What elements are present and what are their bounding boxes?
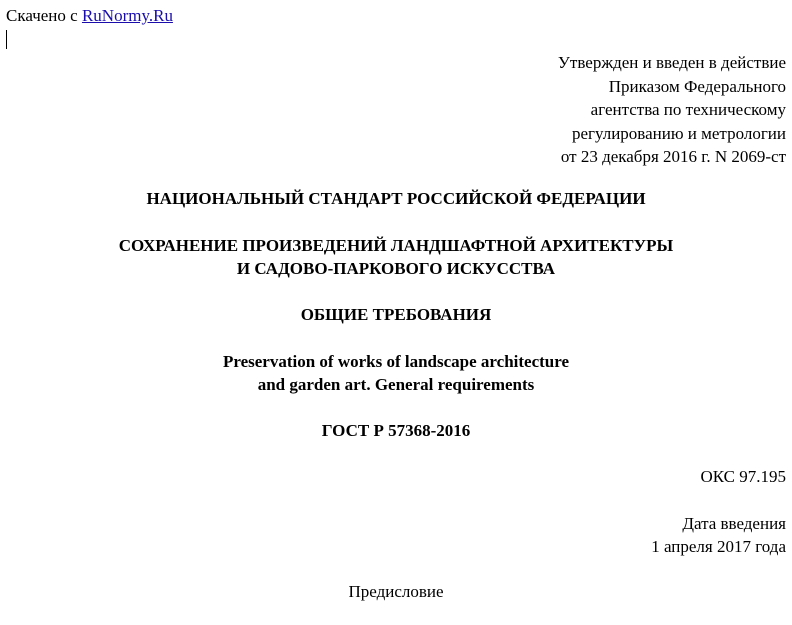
source-link[interactable]: RuNormy.Ru <box>81 6 173 25</box>
introduction-date: 1 апреля 2017 года <box>651 537 786 556</box>
approval-block <box>558 51 786 169</box>
oks-code: ОКС 97.195 <box>700 467 786 486</box>
standard-code: ГОСТ Р 57368-2016 <box>321 421 471 440</box>
english-title-line1: Preservation of works of landscape architecture <box>222 352 570 371</box>
source-prefix: Скачено с <box>6 6 78 25</box>
approval-line: регулированию и метрологии <box>571 123 786 143</box>
approval-line: агентства по техническому <box>590 100 786 119</box>
approval-line: от 23 декабря 2016 г. N 2069-ст <box>560 147 786 166</box>
standard-title-line2: И САДОВО-ПАРКОВОГО ИСКУССТВА <box>236 259 556 278</box>
standard-title <box>0 234 792 280</box>
preface-heading: Предисловие <box>348 582 444 601</box>
english-title-line2: and garden art. General requirements <box>257 375 535 394</box>
introduction-label: Дата введения <box>682 514 786 533</box>
standard-title-line1: СОХРАНЕНИЕ ПРОИЗВЕДЕНИЙ ЛАНДШАФТНОЙ АРХИТЕКТУРЫ <box>118 236 674 255</box>
english-title <box>0 350 792 396</box>
standard-type: НАЦИОНАЛЬНЫЙ СТАНДАРТ РОССИЙСКОЙ ФЕДЕРАЦИИ <box>146 189 646 208</box>
introduction-date-block <box>651 512 786 558</box>
approval-line: Приказом Федерального <box>608 76 786 96</box>
source-line <box>6 6 173 26</box>
approval-line: Утвержден и введен в действие <box>557 53 786 72</box>
standard-subtitle: ОБЩИЕ ТРЕБОВАНИЯ <box>300 305 492 324</box>
text-cursor <box>6 30 7 49</box>
